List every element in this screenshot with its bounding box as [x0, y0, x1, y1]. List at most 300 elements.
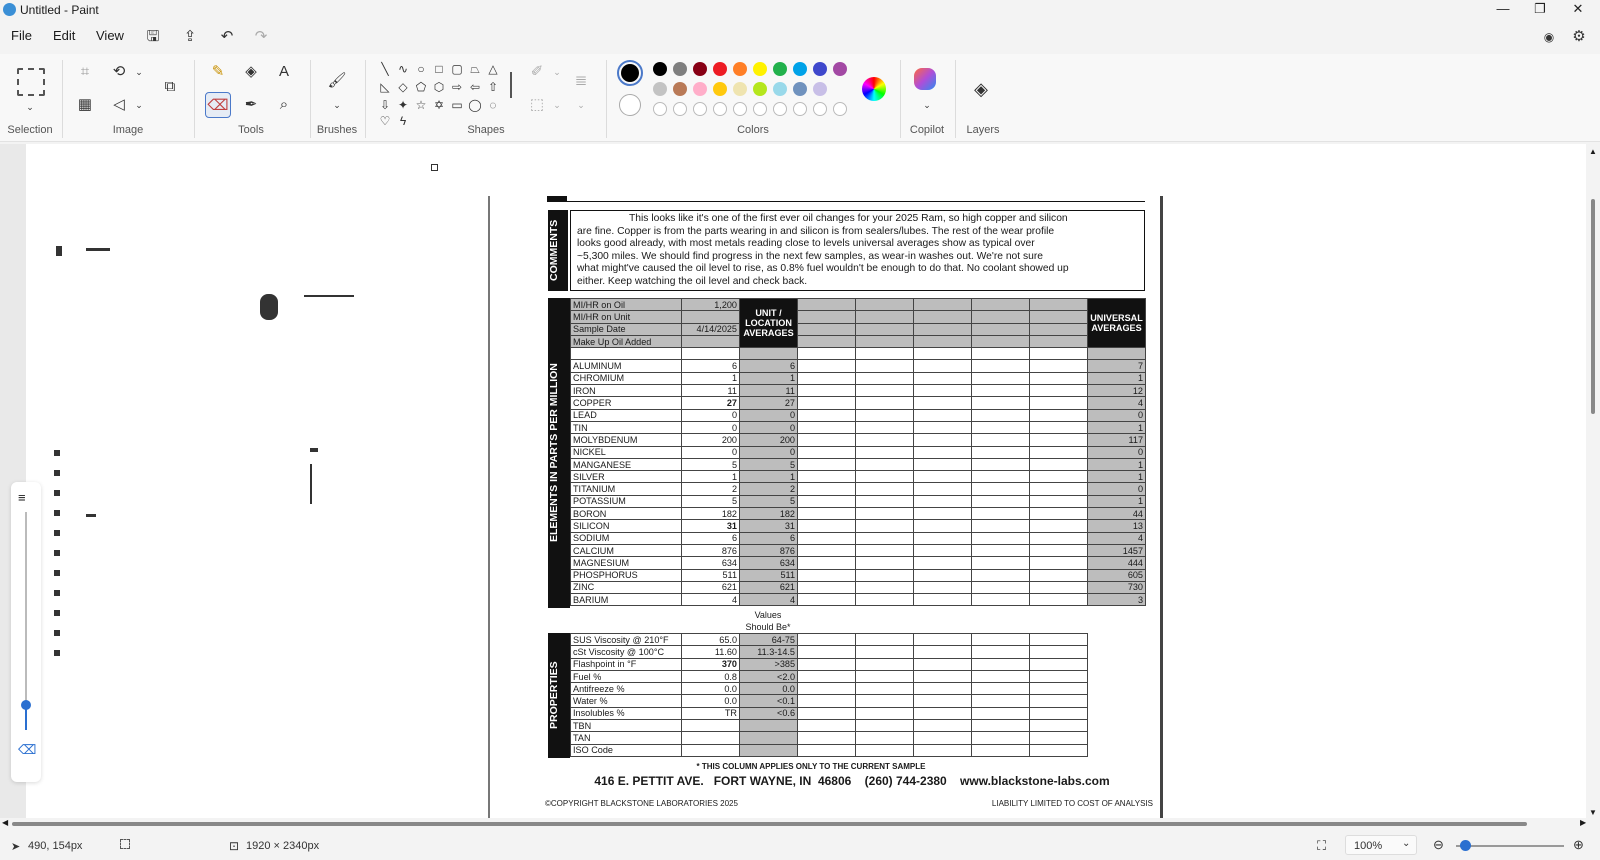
element-row [571, 508, 1146, 520]
palette-color-swatch[interactable] [793, 62, 807, 76]
property-name: ISO Code [571, 744, 682, 756]
element-name: NICKEL [571, 446, 682, 458]
element-value: 182 [682, 508, 740, 520]
zoom-slider-track[interactable] [1456, 845, 1564, 847]
property-row [571, 695, 1088, 707]
element-name: PHOSPHORUS [571, 569, 682, 581]
element-name: CHROMIUM [571, 372, 682, 384]
zoom-in-icon[interactable]: ⊕ [1573, 837, 1584, 852]
fit-to-window-icon[interactable]: ⛶ [1317, 838, 1327, 853]
element-unit-average: 0 [740, 446, 798, 458]
eraser-icon[interactable]: ⌫ [205, 92, 231, 118]
scan-artifact [86, 514, 96, 517]
right-triangle-shape-icon[interactable]: ◺ [380, 80, 390, 94]
element-name: SILVER [571, 471, 682, 483]
comments-box [570, 210, 1145, 291]
left-arrow-shape-icon[interactable]: ⇦ [469, 80, 481, 94]
scroll-left-icon[interactable]: ◀ [2, 818, 9, 827]
element-row [571, 446, 1146, 458]
element-universal-average: 444 [1088, 557, 1146, 569]
history-cell [972, 311, 1030, 323]
property-should-be [740, 744, 798, 756]
element-name: SILICON [571, 520, 682, 532]
property-value [682, 744, 740, 756]
property-value: 0.0 [682, 683, 740, 695]
primary-color-swatch[interactable] [617, 60, 643, 86]
custom-color-slot[interactable] [773, 102, 787, 116]
fill-dropdown-icon[interactable]: ⌄ [553, 100, 561, 110]
size-slider-fill [25, 708, 27, 730]
canvas-resize-handle[interactable] [431, 164, 438, 171]
info-row [571, 311, 1146, 323]
property-value: 0.0 [682, 695, 740, 707]
property-row [571, 707, 1088, 719]
zoom-level: 100% [1354, 840, 1383, 852]
scroll-up-icon[interactable]: ▲ [1589, 147, 1597, 156]
palette-color-swatch[interactable] [813, 62, 827, 76]
property-name: TAN [571, 732, 682, 744]
element-universal-average: 4 [1088, 397, 1146, 409]
custom-color-slot[interactable] [793, 102, 807, 116]
info-row [571, 323, 1146, 335]
flip-dropdown-icon[interactable]: ⌄ [135, 100, 143, 110]
scan-artifact [304, 295, 354, 297]
pencil-icon[interactable]: ✎ [211, 63, 225, 80]
eraser-mode-icon[interactable]: ⌫ [18, 742, 37, 757]
selection-size-icon [120, 839, 130, 849]
property-value [682, 732, 740, 744]
history-cell [1030, 335, 1088, 347]
element-unit-average: 5 [740, 458, 798, 470]
custom-color-slot[interactable] [833, 102, 847, 116]
element-unit-average: 0 [740, 421, 798, 433]
property-should-be: >385 [740, 658, 798, 670]
lightning-shape-icon[interactable]: ϟ [399, 114, 407, 128]
property-row [571, 670, 1088, 682]
element-row [571, 458, 1146, 470]
scroll-right-icon[interactable]: ▶ [1580, 818, 1587, 827]
scan-artifact [310, 448, 318, 452]
up-arrow-shape-icon[interactable]: ⇧ [487, 80, 499, 94]
info-label: MI/HR on Unit [571, 311, 682, 323]
custom-color-slot[interactable] [753, 102, 767, 116]
scan-bullet [54, 490, 60, 496]
element-universal-average: 7 [1088, 360, 1146, 372]
property-should-be: 64-75 [740, 634, 798, 646]
canvas-area[interactable] [0, 144, 1600, 820]
element-value: 1 [682, 471, 740, 483]
property-value: 0.8 [682, 670, 740, 682]
element-unit-average: 1 [740, 372, 798, 384]
shape-size-dropdown-icon[interactable]: ⌄ [577, 100, 585, 110]
menu-edit[interactable]: Edit [53, 28, 76, 43]
copilot-icon[interactable] [914, 68, 936, 90]
outline-icon[interactable]: ✐ [530, 63, 544, 80]
custom-color-slot[interactable] [653, 102, 667, 116]
top-rule [547, 196, 1145, 202]
five-point-star-shape-icon[interactable]: ☆ [415, 98, 427, 112]
horizontal-scrollbar[interactable] [0, 818, 1600, 830]
text-tool-icon[interactable]: A [278, 63, 289, 80]
should-be-line: Values [754, 610, 782, 620]
element-unit-average: 6 [740, 532, 798, 544]
element-row [571, 581, 1146, 593]
palette-color-swatch[interactable] [793, 82, 807, 96]
callout-rect-shape-icon[interactable]: ▭ [451, 98, 463, 112]
palette-color-swatch[interactable] [733, 62, 747, 76]
palette-color-swatch[interactable] [673, 82, 687, 96]
zoom-out-icon[interactable]: ⊖ [1433, 837, 1444, 852]
element-universal-average: 1 [1088, 372, 1146, 384]
history-cell [914, 311, 972, 323]
element-row [571, 495, 1146, 507]
rotate-dropdown-icon[interactable]: ⌄ [135, 67, 143, 77]
group-label-image: Image [112, 124, 144, 136]
history-cell [798, 335, 856, 347]
image-size: 1920 × 2340px [246, 840, 320, 852]
elements-side-label: ELEMENTS IN PARTS PER MILLION [548, 298, 570, 608]
element-name: MOLYBDENUM [571, 434, 682, 446]
history-cell [798, 311, 856, 323]
palette-color-swatch[interactable] [693, 82, 707, 96]
scan-bullet [54, 570, 60, 576]
scan-bullet [54, 590, 60, 596]
column-footnote: * THIS COLUMN APPLIES ONLY TO THE CURRENT SAMPLE [696, 762, 926, 771]
ribbon-separator [365, 60, 366, 138]
zoom-dropdown[interactable] [1345, 835, 1417, 855]
history-cell [1030, 311, 1088, 323]
palette-color-swatch[interactable] [693, 62, 707, 76]
element-value: 634 [682, 557, 740, 569]
callout-oval-shape-icon[interactable]: ◯ [468, 98, 482, 112]
size-lines-icon: ≡ [18, 490, 26, 505]
palette-color-swatch[interactable] [833, 62, 847, 76]
group-label-copilot: Copilot [909, 124, 945, 136]
custom-color-slot[interactable] [713, 102, 727, 116]
scan-bullet [54, 550, 60, 556]
history-cell [972, 323, 1030, 335]
info-value: 1,200 [682, 299, 740, 311]
brushes-dropdown-icon[interactable]: ⌄ [333, 100, 341, 110]
universal-averages-header: UNIVERSAL AVERAGES [1088, 299, 1146, 348]
palette-color-swatch[interactable] [713, 82, 727, 96]
scan-artifact [310, 464, 312, 504]
down-arrow-shape-icon[interactable]: ⇩ [379, 98, 391, 112]
copilot-dropdown-icon[interactable]: ⌄ [923, 100, 931, 110]
history-cell [1030, 323, 1088, 335]
scan-bullet [54, 650, 60, 656]
element-unit-average: 2 [740, 483, 798, 495]
four-point-star-shape-icon[interactable]: ✦ [397, 98, 409, 112]
element-value: 1 [682, 372, 740, 384]
edit-colors-icon[interactable] [862, 77, 886, 101]
vertical-scroll-thumb[interactable] [1591, 199, 1595, 414]
scan-bullet [54, 450, 60, 456]
comment-line: are fine. Copper is from the parts wearing in and silicon is from sealers/lubes. The rest of the wear profile [577, 225, 1055, 237]
history-cell [856, 335, 914, 347]
history-cell [798, 323, 856, 335]
diamond-shape-icon[interactable]: ◇ [398, 80, 408, 94]
group-label-tools: Tools [238, 124, 264, 136]
comment-line: looks good already, with most metals reading close to levels universal averages show as typical over [577, 238, 1035, 250]
redo-icon[interactable]: ↷ [254, 28, 268, 45]
element-name: BORON [571, 508, 682, 520]
oil-report-document [517, 196, 1188, 820]
secondary-color-swatch[interactable] [619, 94, 641, 116]
info-value: 4/14/2025 [682, 323, 740, 335]
flip-icon[interactable]: ◁ [113, 96, 125, 113]
palette-color-swatch[interactable] [673, 62, 687, 76]
element-name: COPPER [571, 397, 682, 409]
remove-background-icon[interactable]: ▦ [77, 96, 93, 113]
undo-icon[interactable]: ↶ [220, 28, 234, 45]
element-name: ZINC [571, 581, 682, 593]
element-row [571, 594, 1146, 606]
history-cell [972, 335, 1030, 347]
resize-icon[interactable]: ⧉ [164, 78, 176, 95]
copyright-text [545, 799, 738, 808]
lab-address: 416 E. PETTIT AVE. FORT WAYNE, IN 46806 (260) 744-2380 www.blackstone-labs.com [594, 774, 1110, 788]
element-row [571, 544, 1146, 556]
ribbon [0, 54, 1600, 142]
copyright-year: 2025 [720, 799, 738, 808]
polygon-shape-icon[interactable]: ⏢ [470, 62, 480, 76]
pentagon-shape-icon[interactable]: ⬠ [415, 80, 427, 94]
outline-dropdown-icon[interactable]: ⌄ [553, 67, 561, 77]
element-row [571, 471, 1146, 483]
element-unit-average: 621 [740, 581, 798, 593]
element-universal-average: 3 [1088, 594, 1146, 606]
property-name: Flashpoint in °F [571, 658, 682, 670]
info-row [571, 299, 1146, 311]
element-row [571, 569, 1146, 581]
element-value: 11 [682, 385, 740, 397]
comment-line: what might've caused the oil level to rise, as 0.8% fuel wouldn't be enough to do that. No coolant showed up [577, 263, 1069, 275]
callout-cloud-shape-icon[interactable]: ◌ [489, 98, 497, 112]
close-button[interactable]: ✕ [1572, 1, 1584, 16]
element-universal-average: 730 [1088, 581, 1146, 593]
element-unit-average: 11 [740, 385, 798, 397]
scan-bullet [54, 630, 60, 636]
element-row [571, 483, 1146, 495]
element-name: LEAD [571, 409, 682, 421]
right-arrow-shape-icon[interactable]: ⇨ [451, 80, 463, 94]
property-should-be: <0.6 [740, 707, 798, 719]
oval-shape-icon[interactable]: ○ [417, 62, 425, 76]
element-value: 4 [682, 594, 740, 606]
element-name: TIN [571, 421, 682, 433]
save-icon[interactable]: 🖫 [146, 28, 160, 45]
shape-size-icon[interactable]: ≣ [574, 72, 588, 89]
history-cell [798, 299, 856, 311]
rounded-rectangle-shape-icon[interactable]: ▢ [451, 62, 463, 76]
property-value: 11.60 [682, 646, 740, 658]
comment-line: ~5,300 miles. We should find progress in the next few samples, as wear-in washes out. We're not sure [577, 250, 1044, 262]
size-slider-thumb[interactable] [21, 700, 31, 710]
zoom-slider-thumb[interactable] [1460, 840, 1471, 851]
crop-icon[interactable]: ⌗ [80, 63, 90, 80]
cursor-position: 490, 154px [28, 840, 83, 852]
element-name: MANGANESE [571, 458, 682, 470]
element-value: 621 [682, 581, 740, 593]
heart-shape-icon[interactable]: ♡ [379, 114, 391, 128]
property-row [571, 744, 1088, 756]
palette-color-swatch[interactable] [753, 82, 767, 96]
menu-bar [0, 22, 1600, 50]
element-unit-average: 0 [740, 409, 798, 421]
property-should-be: <0.1 [740, 695, 798, 707]
group-label-selection: Selection [7, 124, 53, 136]
comment-line: either. Keep watching the oil level and check back. [577, 275, 808, 287]
palette-color-swatch[interactable] [753, 62, 767, 76]
property-should-be: 11.3-14.5 [740, 646, 798, 658]
account-icon[interactable]: ◉ [1543, 30, 1555, 44]
menu-view[interactable]: View [96, 28, 124, 43]
element-universal-average: 605 [1088, 569, 1146, 581]
element-value: 511 [682, 569, 740, 581]
rotate-icon[interactable]: ⟲ [112, 63, 126, 80]
property-row [571, 732, 1088, 744]
history-cell [856, 299, 914, 311]
element-unit-average: 182 [740, 508, 798, 520]
vertical-scrollbar[interactable] [1586, 144, 1600, 820]
element-value: 0 [682, 409, 740, 421]
property-name: cSt Viscosity @ 100°C [571, 646, 682, 658]
status-bar [0, 832, 1600, 860]
maximize-button[interactable]: ❐ [1534, 1, 1546, 16]
property-name: SUS Viscosity @ 210°F [571, 634, 682, 646]
property-name: Fuel % [571, 670, 682, 682]
magnifier-icon[interactable]: ⌕ [279, 96, 289, 113]
share-icon[interactable]: ⇪ [183, 28, 197, 45]
element-row [571, 385, 1146, 397]
custom-color-slot[interactable] [693, 102, 707, 116]
properties-side-label: PROPERTIES [548, 633, 570, 758]
palette-color-swatch[interactable] [713, 62, 727, 76]
drawing-canvas[interactable] [26, 144, 1586, 820]
palette-color-swatch[interactable] [813, 82, 827, 96]
element-name: BARIUM [571, 594, 682, 606]
property-row [571, 720, 1088, 732]
element-unit-average: 4 [740, 594, 798, 606]
menu-file[interactable]: File [11, 28, 32, 43]
element-unit-average: 6 [740, 360, 798, 372]
fill-bucket-icon[interactable]: ◈ [245, 63, 257, 80]
custom-color-slot[interactable] [813, 102, 827, 116]
horizontal-scroll-thumb[interactable] [12, 822, 1527, 826]
property-should-be: <2.0 [740, 670, 798, 682]
element-unit-average: 876 [740, 544, 798, 556]
property-row [571, 634, 1088, 646]
ribbon-separator [606, 60, 607, 138]
history-cell [914, 335, 972, 347]
element-universal-average: 12 [1088, 385, 1146, 397]
window-title: Untitled - Paint [20, 3, 99, 17]
element-row [571, 421, 1146, 433]
element-row [571, 372, 1146, 384]
element-name: ALUMINUM [571, 360, 682, 372]
scroll-down-icon[interactable]: ▼ [1589, 808, 1597, 817]
rectangle-shape-icon[interactable]: □ [435, 62, 443, 76]
fill-icon[interactable]: ⬚ [529, 96, 545, 113]
liability-text: LIABILITY LIMITED TO COST OF ANALYSIS [991, 799, 1153, 808]
spacer-row [571, 348, 1146, 360]
palette-color-swatch[interactable] [773, 82, 787, 96]
scan-bullet [54, 470, 60, 476]
triangle-shape-icon[interactable]: △ [488, 62, 498, 76]
palette-color-swatch[interactable] [653, 82, 667, 96]
ribbon-separator [900, 60, 901, 138]
element-name: CALCIUM [571, 544, 682, 556]
shapes-scrollbar[interactable] [510, 72, 512, 98]
settings-gear-icon[interactable]: ⚙ [1572, 28, 1586, 45]
history-cell [972, 299, 1030, 311]
property-row [571, 646, 1088, 658]
history-cell [856, 323, 914, 335]
selection-dropdown-icon[interactable]: ⌄ [26, 102, 34, 112]
element-universal-average: 117 [1088, 434, 1146, 446]
palette-color-swatch[interactable] [653, 62, 667, 76]
element-unit-average: 634 [740, 557, 798, 569]
group-label-colors: Colors [737, 124, 769, 136]
element-universal-average: 0 [1088, 483, 1146, 495]
property-value: 370 [682, 658, 740, 670]
properties-table [570, 633, 1088, 757]
minimize-button[interactable]: — [1496, 1, 1510, 16]
scan-artifact [86, 248, 110, 251]
eraser-size-panel [11, 482, 41, 782]
group-label-shapes: Shapes [467, 124, 505, 136]
element-value: 2 [682, 483, 740, 495]
ribbon-separator [194, 60, 195, 138]
info-label: MI/HR on Oil [571, 299, 682, 311]
element-universal-average: 44 [1088, 508, 1146, 520]
brushes-icon[interactable]: 🖌 [327, 72, 347, 89]
property-value [682, 720, 740, 732]
element-unit-average: 200 [740, 434, 798, 446]
palette-color-swatch[interactable] [733, 82, 747, 96]
curve-shape-icon[interactable]: ∿ [397, 62, 409, 76]
palette-color-swatch[interactable] [773, 62, 787, 76]
element-row [571, 397, 1146, 409]
history-cell [856, 311, 914, 323]
copyright-label: ©COPYRIGHT BLACKSTONE LABORATORIES [545, 799, 718, 808]
ribbon-separator [310, 60, 311, 138]
group-label-layers: Layers [966, 124, 1000, 136]
element-universal-average: 1 [1088, 471, 1146, 483]
selection-rectangle-icon[interactable] [17, 68, 45, 96]
property-value: TR [682, 707, 740, 719]
history-cell [914, 299, 972, 311]
property-name: TBN [571, 720, 682, 732]
image-size-icon: ⊡ [229, 839, 240, 853]
element-value: 0 [682, 446, 740, 458]
scan-artifact [260, 294, 278, 320]
element-value: 31 [682, 520, 740, 532]
element-name: TITANIUM [571, 483, 682, 495]
size-slider-track[interactable] [25, 512, 27, 702]
custom-color-slot[interactable] [673, 102, 687, 116]
element-name: IRON [571, 385, 682, 397]
layers-icon[interactable]: ◈ [974, 79, 988, 99]
six-point-star-shape-icon[interactable]: ✡ [433, 98, 445, 112]
line-shape-icon[interactable]: ╲ [381, 62, 389, 76]
property-name: Antifreeze % [571, 683, 682, 695]
custom-color-slot[interactable] [733, 102, 747, 116]
scan-artifact [56, 246, 62, 256]
color-picker-icon[interactable]: ✒ [244, 96, 258, 113]
hexagon-shape-icon[interactable]: ⬡ [433, 80, 445, 94]
